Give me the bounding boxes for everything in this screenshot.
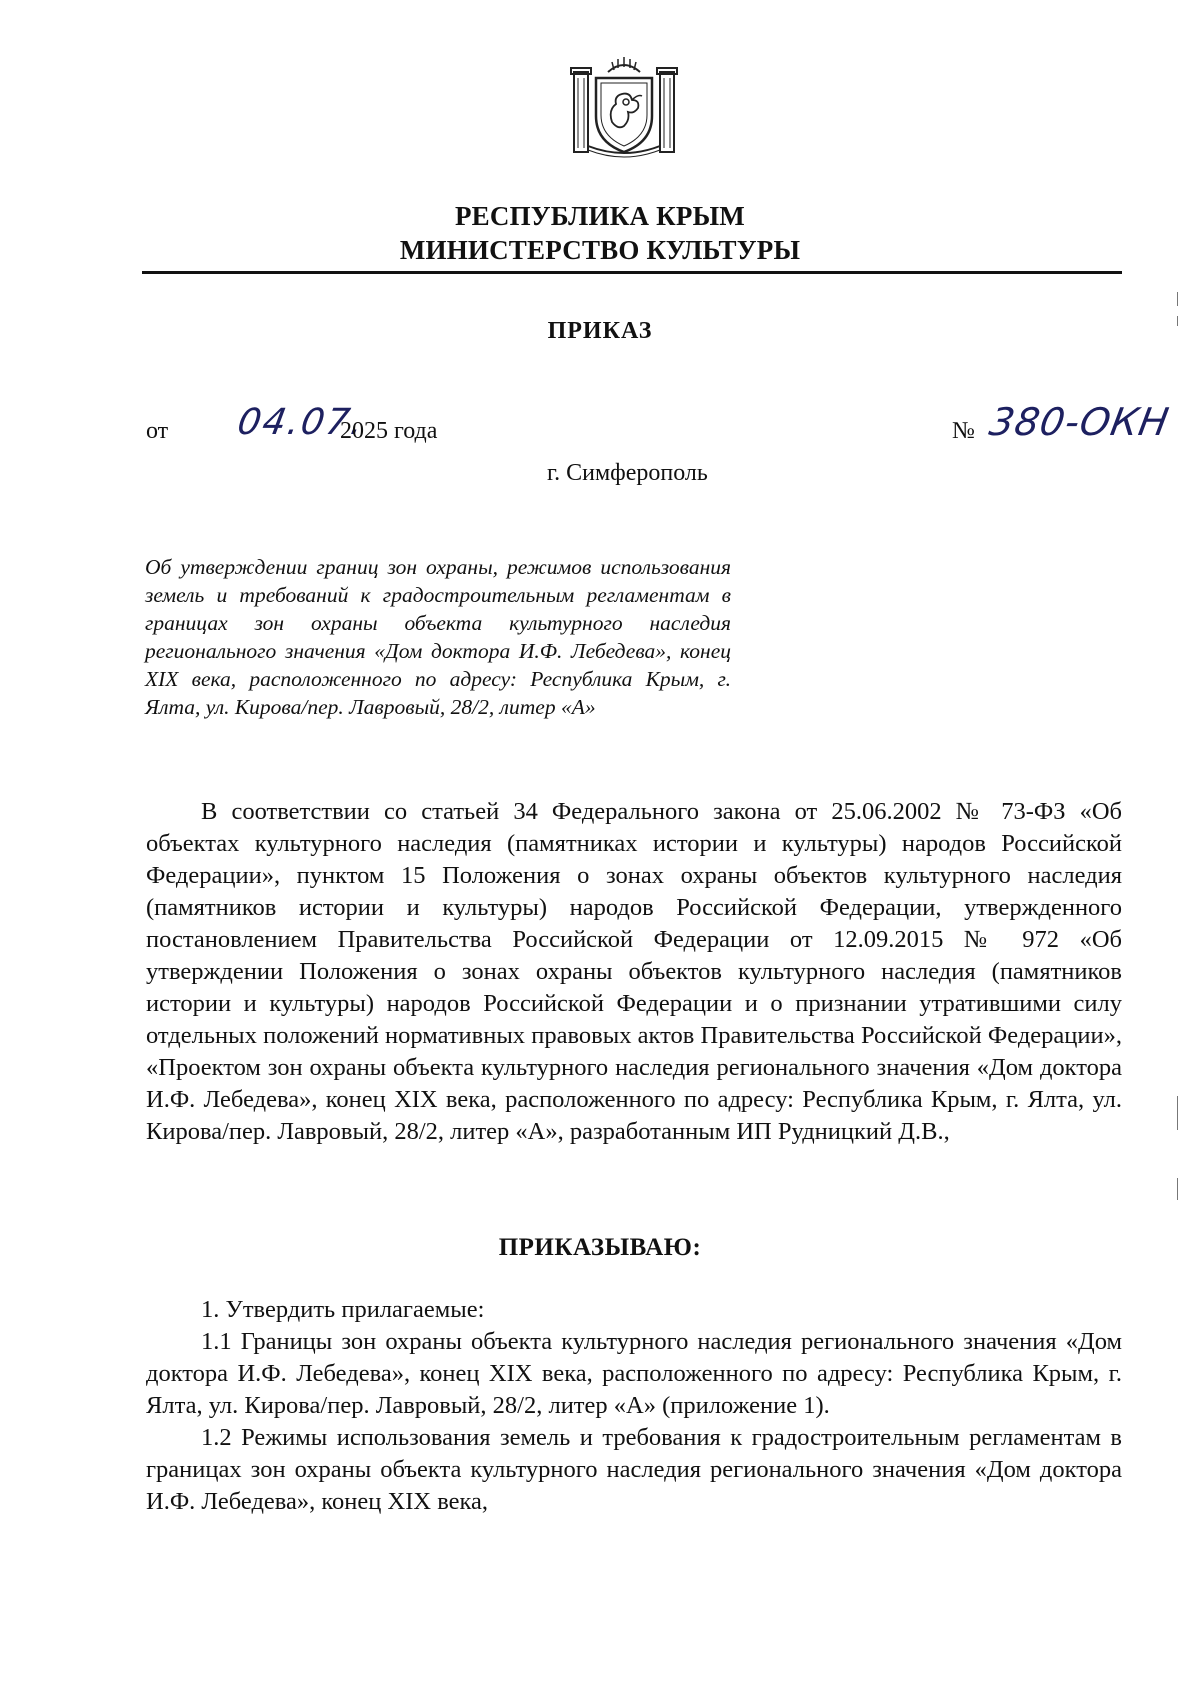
org-line-ministry: МИНИСТЕРСТВО КУЛЬТУРЫ: [399, 235, 801, 265]
decree-item: 1. Утвердить прилагаемые:: [201, 1296, 485, 1323]
decree-items: [146, 1294, 1122, 1518]
number-sign: №: [952, 418, 975, 444]
decree-word: ПРИКАЗЫВАЮ:: [498, 1234, 702, 1261]
crimea-coat-of-arms-icon: [568, 50, 680, 160]
scan-artifact: [1177, 316, 1178, 326]
decree-item: 1.1 Границы зон охраны объекта культурного наследия регионального значения «Дом доктора И.Ф. Лебедева», конец XIX века, расположенного по адресу: Республика Крым, г. Ялта, ул. Кирова/пер. Лавровый, 28/2, литер «А» (приложение 1).: [146, 1328, 1122, 1419]
header-divider: [142, 271, 1122, 274]
preamble-paragraph: В соответствии со статьей 34 Федерального закона от 25.06.2002 № 73-ФЗ «Об объектах культурного наследия (памятниках истории и культуры) народов Российской Федерации», пунктом 15 Положения о зонах охраны объектов культурного наследия (памятников истории и культуры) народов Российской Федерации, утвержденного постановлением Правительства Российской Федерации от 12.09.2015 № 972 «Об утверждении Положения о зонах охраны объектов культурного наследия (памятников истории и культуры) народов Российской Федерации и о признании утратившими силу отдельных положений нормативных правовых актов Правительства Российской Федерации», «Проектом зон охраны объекта культурного наследия регионального значения «Дом доктора И.Ф. Лебедева», конец XIX века, расположенного по адресу: Республика Крым, г. Ялта, ул. Кирова/пер. Лавровый, 28/2, литер «А», разработанным ИП Рудницкий Д.В.,: [146, 798, 1122, 1145]
date-year: 2025 года: [340, 418, 438, 444]
scan-artifact: [1177, 1096, 1178, 1130]
org-line-republic: РЕСПУБЛИКА КРЫМ: [454, 201, 745, 231]
date-number-row: [0, 400, 1200, 454]
date-prefix: от: [146, 418, 169, 444]
decree-item: 1.2 Режимы использования земель и требования к градостроительным регламентам в границах зон охраны объекта культурного наследия регионального значения «Дом доктора И.Ф. Лебедева», конец XIX века,: [146, 1424, 1122, 1515]
document-subject: Об утверждении границ зон охраны, режимов использования земель и требований к градостроительным регламентам в границах зон охраны объекта культурного наследия регионального значения «Дом доктора И.Ф. Лебедева», конец XIX века, расположенного по адресу: Республика Крым, г. Ялта, ул. Кирова/пер. Лавровый, 28/2, литер «А»: [145, 555, 731, 719]
issue-city: г. Симферополь: [547, 460, 708, 486]
scan-artifact: [1177, 292, 1178, 306]
document-type: ПРИКАЗ: [547, 318, 653, 344]
handwritten-date: 04.07.: [234, 402, 369, 443]
scan-artifact: [1177, 1178, 1178, 1200]
handwritten-number: 380-ОКН: [986, 400, 1173, 444]
